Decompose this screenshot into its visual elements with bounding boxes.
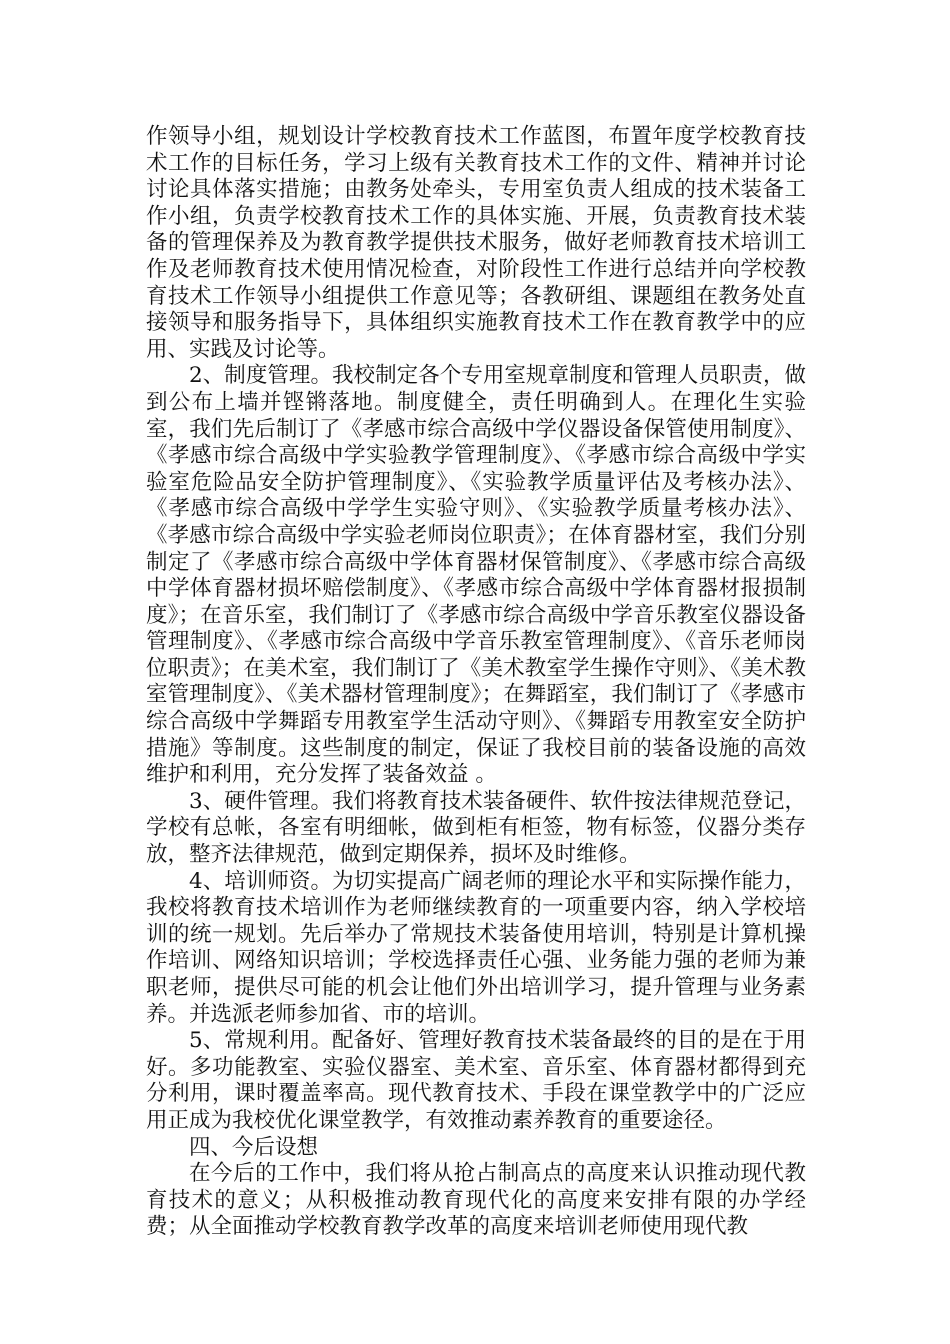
paragraph-teacher-training: 4、培训师资。为切实提高广阔老师的理论水平和实际操作能力，我校将教育技术培训作为老师继续教育的一项重要内容，纳入学校培训的统一规划。先后举办了常规技术装备使用培训，特别是计算机操作培训、网络知识培训；学校选择责任心强、业务能力强的老师为兼职老师，提供尽可能的机会让他们外出培训学习，提升管理与业务素养。并选派老师参加省、市的培训。 [146, 868, 806, 1027]
document-page [146, 124, 806, 1241]
section-heading-future-plans: 四、今后设想 [189, 1134, 319, 1160]
paragraph-hardware-management: 3、硬件管理。我们将教育技术装备硬件、软件按法律规范登记，学校有总帐，各室有明细帐，做到柜有柜签，物有标签，仪器分类存放，整齐法律规范，做到定期保养，损坏及时维修。 [146, 788, 806, 868]
paragraph-continuation: 作领导小组，规划设计学校教育技术工作蓝图，布置年度学校教育技术工作的目标任务，学习上级有关教育技术工作的文件、精神并讨论讨论具体落实措施；由教务处牵头，专用室负责人组成的技术装备工作小组，负责学校教育技术工作的具体实施、开展，负责教育技术装备的管理保养及为教育教学提供技术服务，做好老师教育技术培训工作及老师教育技术使用情况检查，对阶段性工作进行总结并向学校教育技术工作领导小组提供工作意见等；各教研组、课题组在教务处直接领导和服务指导下，具体组织实施教育技术工作在教育教学中的应用、实践及讨论等。 [146, 124, 806, 362]
paragraph-future-plan: 在今后的工作中，我们将从抢占制高点的高度来认识推动现代教育技术的意义；从积极推动教育现代化的高度来安排有限的办学经费；从全面推动学校教育教学改革的高度来培训老师使用现代教 [146, 1161, 806, 1240]
paragraph-regular-use: 5、常规利用。配备好、管理好教育技术装备最终的目的是在于用好。多功能教室、实验仪器室、美术室、音乐室、体育器材都得到充分利用，课时覆盖率高。现代教育技术、手段在课堂教学中的广泛应用正成为我校优化课堂教学，有效推动素养教育的重要途径。 [146, 1028, 806, 1133]
paragraph-system-management: 2、制度管理。我校制定各个专用室规章制度和管理人员职责，做到公布上墙并铿锵落地。制度健全，责任明确到人。在理化生实验室，我们先后制订了《孝感市综合高级中学仪器设备保管使用制度》、《孝感市综合高级中学实验教学管理制度》、《孝感市综合高级中学实验室危险品安全防护管理制度》、《实验教学质量评估及考核办法》、《孝感市综合高级中学学生实验守则》、《实验教学质量考核办法》、《孝感市综合高级中学实验老师岗位职责》；在体育器材室，我们分别制定了《孝感市综合高级中学体育器材保管制度》、《孝感市综合高级中学体育器材损坏赔偿制度》、《孝感市综合高级中学体育器材报损制度》；在音乐室，我们制订了《孝感市综合高级中学音乐教室仪器设备管理制度》、《孝感市综合高级中学音乐教室管理制度》、《音乐老师岗位职责》；在美术室，我们制订了《美术教室学生操作守则》、《美术教室管理制度》、《美术器材管理制度》；在舞蹈室，我们制订了《孝感市综合高级中学舞蹈专用教室学生活动守则》、《舞蹈专用教室安全防护措施》等制度。这些制度的制定，保证了我校目前的装备设施的高效维护和利用，充分发挥了装备效益 。 [146, 363, 806, 788]
